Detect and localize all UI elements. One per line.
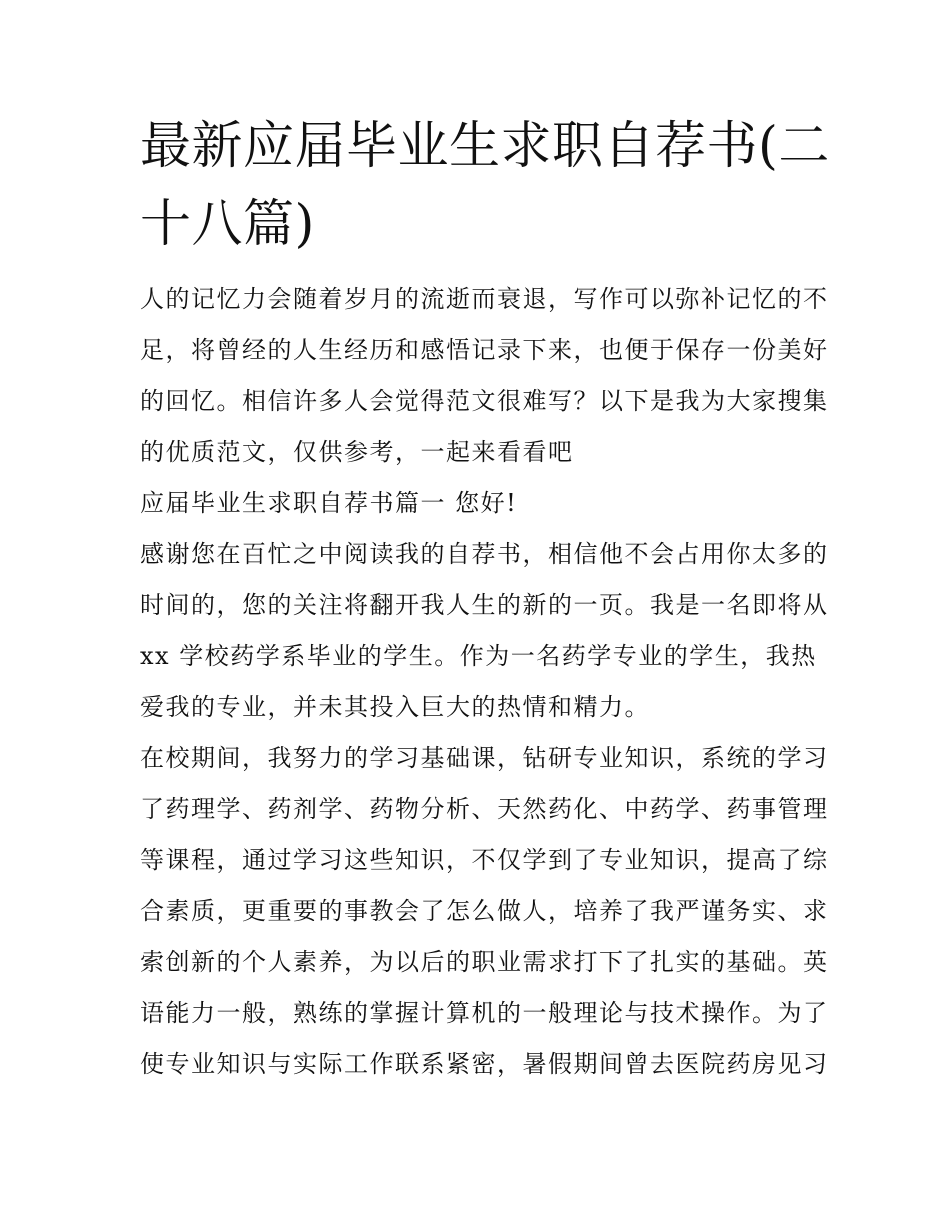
text-line: 语能力一般，熟练的掌握计算机的一般理论与技术操作。为了 (140, 999, 829, 1027)
text-line: 应届毕业生求职自荐书篇一 您好! (140, 489, 518, 517)
text-line: 时间的，您的关注将翻开我人生的新的一页。我是一名即将从 (140, 591, 829, 619)
text-line: 人的记忆力会随着岁月的流逝而衰退，写作可以弥补记忆的不 (140, 285, 829, 313)
text-line: 的回忆。相信许多人会觉得范文很难写？以下是我为大家搜集 (140, 387, 829, 415)
text-line: 在校期间，我努力的学习基础课，钻研专业知识，系统的学习 (140, 744, 829, 772)
text-line: xx 学校药学系毕业的学生。作为一名药学专业的学生，我热 (140, 642, 817, 670)
text-line: 感谢您在百忙之中阅读我的自荐书，相信他不会占用你太多的 (140, 540, 829, 568)
document-body (140, 108, 830, 1090)
text-line: 足，将曾经的人生经历和感悟记录下来，也便于保存一份美好 (140, 336, 829, 364)
text-line: 了药理学、药剂学、药物分析、天然药化、中药学、药事管理 (140, 795, 829, 823)
text-line: 合素质，更重要的事教会了怎么做人，培养了我严谨务实、求 (140, 897, 829, 925)
body-paragraph (140, 733, 829, 1090)
text-line: 使专业知识与实际工作联系紧密，暑假期间曾去医院药房见习 (140, 1050, 829, 1078)
title-line: 最新应届毕业生求职自荐书(二 (140, 117, 830, 176)
text-line: 的优质范文，仅供参考，一起来看看吧 (140, 438, 574, 466)
intro-paragraph (140, 274, 829, 478)
document-title (140, 108, 830, 264)
text-line: 爱我的专业，并未其投入巨大的热情和精力。 (140, 693, 650, 721)
body-paragraph (140, 529, 829, 733)
title-line: 十八篇) (140, 195, 315, 254)
text-line: 等课程，通过学习这些知识，不仅学到了专业知识，提高了综 (140, 846, 829, 874)
section-heading-paragraph (140, 478, 812, 529)
text-line: 索创新的个人素养，为以后的职业需求打下了扎实的基础。英 (140, 948, 829, 976)
